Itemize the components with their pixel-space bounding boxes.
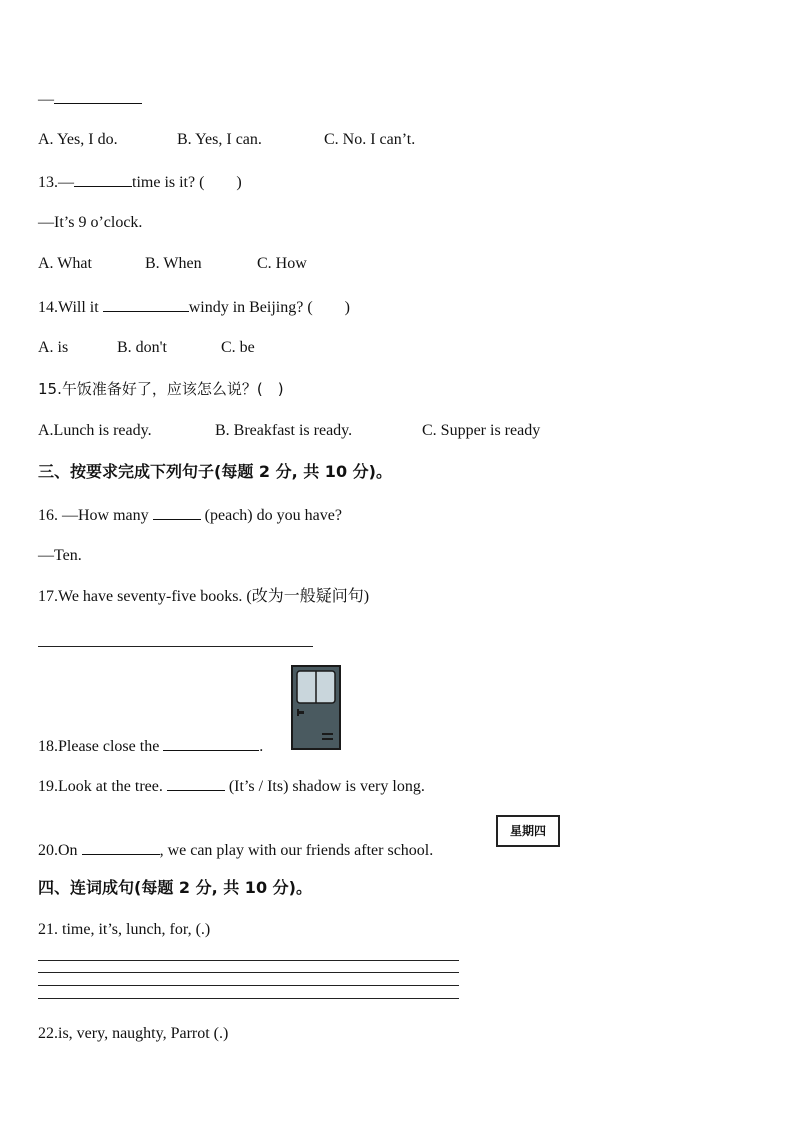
q20-suffix: , we can play with our friends after school. bbox=[159, 842, 434, 859]
q17-stem: 17.We have seventy-five books. (改为一般疑问句) bbox=[38, 588, 370, 605]
q16-blank[interactable] bbox=[153, 504, 201, 520]
q15-option-c[interactable]: C. Supper is ready bbox=[422, 422, 541, 439]
q18-suffix: . bbox=[259, 738, 264, 755]
q14-option-b[interactable]: B. don't bbox=[117, 339, 167, 356]
q15-options bbox=[38, 421, 540, 441]
q16-suffix: (peach) do you have? bbox=[200, 507, 342, 524]
q19-blank[interactable] bbox=[167, 775, 225, 791]
q20-blank[interactable] bbox=[82, 839, 160, 855]
q21-writing-line-1[interactable] bbox=[38, 960, 459, 961]
day-card-thursday: 星期四 bbox=[496, 815, 560, 847]
q16-answer: —Ten. bbox=[38, 547, 82, 564]
q12-option-c[interactable]: C. No. I can’t. bbox=[324, 131, 416, 148]
q13-option-b[interactable]: B. When bbox=[145, 255, 202, 272]
q13-prefix: 13.— bbox=[38, 174, 74, 191]
section-4-title: 四、连词成句(每题 2 分, 共 10 分)。 bbox=[38, 878, 312, 897]
q14-stem bbox=[38, 296, 350, 318]
q18-prefix: 18.Please close the bbox=[38, 738, 164, 755]
q19-prefix: 19.Look at the tree. bbox=[38, 778, 167, 795]
q14-suffix: windy in Beijing? ( ) bbox=[188, 299, 351, 316]
q12-option-a[interactable]: A. Yes, I do. bbox=[38, 131, 118, 148]
door-handle-base bbox=[297, 709, 299, 716]
q21-writing-line-2[interactable] bbox=[38, 972, 459, 973]
q13-options bbox=[38, 254, 307, 274]
q15-option-a[interactable]: A.Lunch is ready. bbox=[38, 422, 152, 439]
q16-stem bbox=[38, 504, 342, 526]
q13-suffix: time is it? ( ) bbox=[132, 174, 242, 191]
q15-stem: 15.午饭准备好了，应该怎么说？( ) bbox=[38, 380, 284, 398]
q12-blank[interactable] bbox=[54, 88, 142, 104]
section-3-title: 三、按要求完成下列句子(每题 2 分, 共 10 分)。 bbox=[38, 462, 392, 481]
q13-option-c[interactable]: C. How bbox=[257, 255, 307, 272]
door-picture bbox=[291, 665, 341, 750]
q16-prefix: 16. —How many bbox=[38, 507, 153, 524]
door-vent-bottom bbox=[322, 738, 333, 740]
q13-blank[interactable] bbox=[74, 171, 132, 187]
q18-stem bbox=[38, 735, 263, 757]
q21-writing-line-4[interactable] bbox=[38, 998, 459, 999]
q12-option-b[interactable]: B. Yes, I can. bbox=[177, 131, 262, 148]
q19-stem bbox=[38, 775, 425, 797]
q21-writing-line-3[interactable] bbox=[38, 985, 459, 986]
q13-option-a[interactable]: A. What bbox=[38, 255, 92, 272]
q21-stem: 21. time, it’s, lunch, for, (.) bbox=[38, 921, 211, 938]
q13-answer: —It’s 9 o’clock. bbox=[38, 214, 143, 231]
q12-options bbox=[38, 130, 415, 150]
q17-answer-line[interactable] bbox=[38, 646, 313, 647]
q14-option-a[interactable]: A. is bbox=[38, 339, 69, 356]
q12-answer-line bbox=[38, 88, 142, 110]
door-vent-top bbox=[322, 733, 333, 735]
q19-suffix: (It’s / Its) shadow is very long. bbox=[224, 778, 425, 795]
q14-blank[interactable] bbox=[103, 296, 189, 312]
q14-option-c[interactable]: C. be bbox=[221, 339, 255, 356]
q20-stem bbox=[38, 839, 433, 861]
q20-prefix: 20.On bbox=[38, 842, 82, 859]
q13-stem bbox=[38, 171, 242, 193]
q14-prefix: 14.Will it bbox=[38, 299, 103, 316]
q22-stem: 22.is, very, naughty, Parrot (.) bbox=[38, 1025, 229, 1042]
q18-blank[interactable] bbox=[163, 735, 259, 751]
q14-options bbox=[38, 338, 255, 358]
q15-option-b[interactable]: B. Breakfast is ready. bbox=[215, 422, 353, 439]
q12-dash: — bbox=[38, 91, 54, 108]
